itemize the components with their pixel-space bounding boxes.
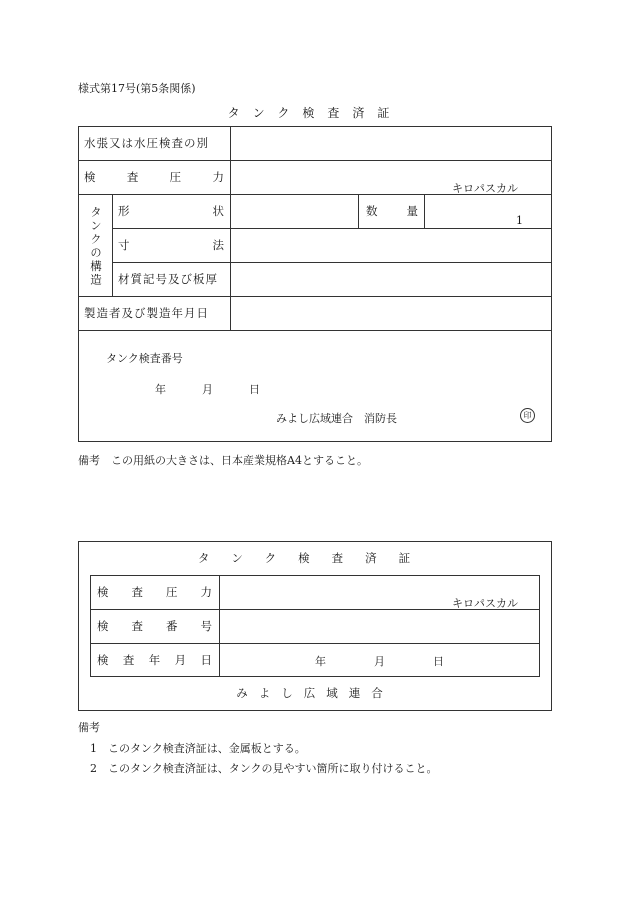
plate-title: タンク検査済証: [197, 551, 433, 565]
column-divider: [112, 194, 113, 296]
column-divider: [358, 194, 359, 228]
column-divider: [230, 126, 231, 330]
issuer: みよし広域連合 消防長: [276, 412, 397, 425]
plate-date-year: 年: [315, 655, 326, 668]
certificate-title: タンク検査済証: [227, 106, 403, 120]
quantity-value: 1: [516, 214, 523, 227]
quantity-label: 数 量: [366, 204, 418, 218]
plate-date-month: 月: [374, 655, 385, 668]
plate-date-day: 日: [433, 655, 444, 668]
plate-issuer: みよし広域連合: [236, 686, 394, 700]
structure-label: タンクの構造: [89, 206, 103, 287]
note2-heading: 備考: [78, 721, 100, 734]
seal-mark: 印: [520, 408, 535, 423]
maker-label: 製造者及び製造年月日: [84, 306, 209, 320]
row-divider: [78, 330, 552, 331]
date-day: 日: [249, 383, 260, 396]
material-label: 材質記号及び板厚: [118, 272, 218, 286]
pressure-label: 検 査 圧 力: [84, 170, 224, 184]
plate-pressure-unit: キロパスカル: [452, 597, 518, 610]
form-number: 様式第17号(第5条関係): [78, 82, 196, 95]
note2-item: 2 このタンク検査済証は、タンクの見やすい箇所に取り付けること。: [90, 762, 438, 775]
note-paper-size: 備考 この用紙の大きさは、日本産業規格A4とすること。: [78, 454, 368, 467]
plate-pressure-label: 検 査 圧 力: [97, 585, 212, 599]
inspection-number-label: タンク検査番号: [106, 352, 183, 365]
plate-number-label: 検 査 番 号: [97, 619, 212, 633]
column-divider: [424, 194, 425, 228]
shape-label: 形 状: [118, 204, 224, 218]
date-month: 月: [202, 383, 213, 396]
test-type-label: 水張又は水圧検査の別: [84, 136, 209, 150]
note2-item: 1 このタンク検査済証は、金属板とする。: [90, 742, 306, 755]
plate-date-label: 検 査 年 月 日: [97, 653, 212, 667]
dimension-label: 寸 法: [118, 238, 224, 252]
column-divider: [219, 575, 220, 677]
pressure-unit: キロパスカル: [452, 182, 518, 195]
date-year: 年: [155, 383, 166, 396]
